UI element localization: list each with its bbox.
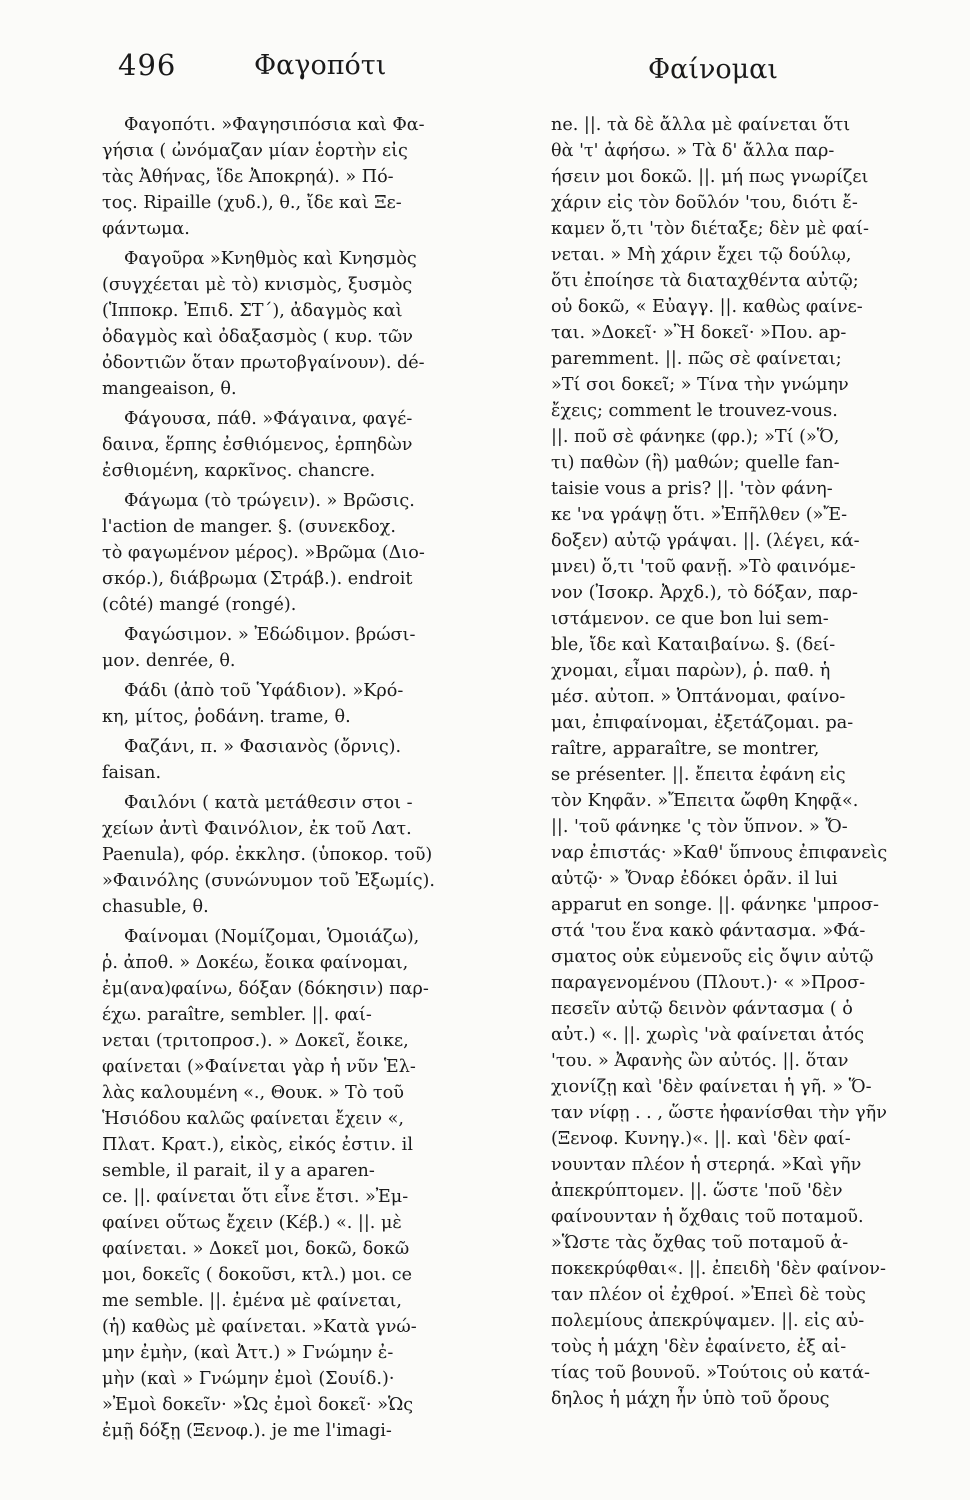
right-column-text-line: »Ὥστε τὰς ὄχθας τοῦ ποταμοῦ ἀ- <box>551 1233 849 1253</box>
right-column-text-line: αὐτ.) «. ||. χωρὶς 'νὰ φαίνεται ἀτός <box>551 1025 865 1045</box>
right-column-text-line: ήσειν μοι δοκῶ. ||. μή πως γνωρίζει <box>551 167 869 187</box>
right-column-text-line: taisie vous a pris? ||. 'τὸν φάνη- <box>551 479 833 499</box>
left-column-text-line: μον. denrée, θ. <box>102 651 236 671</box>
right-column-text-line: τὸν Κηφᾶν. »Ἔπειτα ὤφθη Κηφᾷ«. <box>551 791 859 811</box>
right-column-text-line: raître, apparaître, se montrer, <box>551 739 820 759</box>
left-column-text-line: τὸ φαγωμένον μέρος). »Βρῶμα (Διο- <box>102 543 425 563</box>
right-column-text-line: ται. »Δοκεῖ· »Ἢ δοκεῖ· »Που. ap- <box>551 323 847 343</box>
left-column-text-line: Φαγοπότι. »Φαγησιπόσια καὶ Φα- <box>124 115 425 135</box>
left-column-text-line: ἐσθιομένη, καρκῖνος. chancre. <box>102 461 376 481</box>
left-column-text-line: Φαγώσιμον. » Ἐδώδιμον. βρώσι- <box>124 625 416 645</box>
right-column-text-line: δηλος ἡ μάχη ἦν ὑπὸ τοῦ ὄρους <box>551 1389 830 1409</box>
left-column-text-line: μὴν (καὶ » Γνώμην ἐμοὶ (Σουίδ.)· <box>102 1369 395 1389</box>
page-number: 496 <box>118 48 177 82</box>
left-column-text-line: Πλατ. Κρατ.), εἰκὸς, εἰκός ἐστιν. il <box>102 1135 413 1155</box>
left-column-text-line: chasuble, θ. <box>102 897 209 917</box>
left-column-text-line: λὰς καλουμένη «., Θουκ. » Τὸ τοῦ <box>102 1083 404 1103</box>
left-column-text-line: (συγχέεται μὲ τὸ) κνισμὸς, ξυσμὸς <box>102 275 413 295</box>
right-column-text-line: καμεν ὅ,τι 'τὸν διέταξε; δὲν μὲ φαί- <box>551 219 869 239</box>
right-column-text-line: πεσεῖν αὐτῷ δεινὸν φάντασμα ( ὁ <box>551 999 853 1019</box>
left-column-text-line: Φάγουσα, πάθ. »Φάγαινα, φαγέ- <box>124 409 413 429</box>
right-column-text-line: ποκεκρύφθαι«. ||. ἐπειδὴ 'δὲν φαίνον- <box>551 1259 886 1279</box>
left-column-text-line: faisan. <box>102 763 162 783</box>
right-column-text-line: χάριν εἰς τὸν δοῦλόν 'του, διότι ἔ- <box>551 193 858 213</box>
right-column-text-line: ne. ||. τὰ δὲ ἄλλα μὲ φαίνεται ὅτι <box>551 115 851 135</box>
left-column-text-line: σκόρ.), διάβρωμα (Στράβ.). endroit <box>102 569 413 589</box>
left-column-text-line: semble, il parait, il y a aparen- <box>102 1161 375 1181</box>
left-column-text-line: φαίνεται (»Φαίνεται γὰρ ἡ νῦν Ἑλ- <box>102 1057 416 1077</box>
left-column-text-line: φαίνεται. » Δοκεῖ μοι, δοκῶ, δοκῶ <box>102 1239 410 1259</box>
right-column-text-line: παραγενομένου (Πλουτ.)· « »Προσ- <box>551 973 866 993</box>
right-column-text-line: μέσ. αὐτοπ. » Ὀπτάνομαι, φαίνο- <box>551 687 846 707</box>
left-column-text-line: »Ἐμοὶ δοκεῖν· »Ὡς ἐμοὶ δοκεῖ· »Ὡς <box>102 1395 414 1415</box>
right-column-text-line: apparut en songe. ||. φάνηκε 'μπροσ- <box>551 895 879 915</box>
left-column-text-line: γήσια ( ὠνόμαζαν μίαν ἑορτὴν εἰς <box>102 141 408 161</box>
right-column-text-line: κε 'να γράψῃ ὅτι. »Ἐπῆλθεν (»Ἔ- <box>551 505 848 525</box>
right-column-text-line: μνει) ὅ,τι 'τοῦ φανῇ. »Τὸ φαινόμε- <box>551 557 856 577</box>
right-column-text-line: τοὺς ἡ μάχη 'δὲν ἐφαίνετο, ἐξ αἰ- <box>551 1337 847 1357</box>
right-column-text-line: χιονίζῃ καὶ 'δὲν φαίνεται ἡ γῆ. » Ὅ- <box>551 1077 872 1097</box>
page-header <box>0 48 970 98</box>
left-column-text-line: νεται (τριτοπροσ.). » Δοκεῖ, ἔοικε, <box>102 1031 409 1051</box>
right-column-text-line: ἔχεις; comment le trouvez-vous. <box>551 401 838 421</box>
left-column-text-line: me semble. ||. ἐμένα μὲ φαίνεται, <box>102 1291 402 1311</box>
right-column-text-line: ὅτι ἐποίησε τὰ διαταχθέντα αὐτῷ; <box>551 271 859 291</box>
left-column-text-line: Φαζάνι, π. » Φασιανὸς (ὄρνις). <box>124 737 402 757</box>
left-column-text-line: φάντωμα. <box>102 219 190 239</box>
left-column-text-line: Φάδι (ἀπὸ τοῦ Ὑφάδιον). »Κρό- <box>124 681 404 701</box>
right-column-text-line: ἀπεκρύπτομεν. ||. ὥστε 'ποῦ 'δὲν <box>551 1181 843 1201</box>
left-column-text-line: δαινα, ἕρπης ἐσθιόμενος, ἑρπηδὼν <box>102 435 413 455</box>
right-column-text-line: ταν νίφῃ . . , ὥστε ἠφανίσθαι τὴν γῆν <box>551 1103 887 1123</box>
right-column-text-line: τίας τοῦ βουνοῦ. »Τούτοις οὐ κατά- <box>551 1363 870 1383</box>
left-column-text-line: μοι, δοκεῖς ( δοκοῦσι, κτλ.) μοι. ce <box>102 1265 413 1285</box>
left-column-text-line: Φάγωμα (τὸ τρώγειν). » Βρῶσις. <box>124 491 415 511</box>
right-column-text-line: (Ξενοφ. Κυνηγ.)«. ||. καὶ 'δὲν φαί- <box>551 1129 851 1149</box>
right-column-text-line: ταν πλέον οἱ ἐχθροί. »Ἐπεὶ δὲ τοὺς <box>551 1285 866 1305</box>
left-column-text-line: ὀδοντιῶν ὅταν πρωτοβγαίνουν). dé- <box>102 353 425 373</box>
left-column-text-line: ce. ||. φαίνεται ὅτι εἶνε ἔτσι. »Ἐμ- <box>102 1187 409 1207</box>
left-column-text-line: ῥ. ἀποθ. » Δοκέω, ἔοικα φαίνομαι, <box>102 953 409 973</box>
right-column-text-line: μαι, ἐπιφαίνομαι, ἐξετάζομαι. pa- <box>551 713 854 733</box>
left-column-text-line: χείων ἀντὶ Φαινόλιον, ἐκ τοῦ Λατ. <box>102 819 412 839</box>
left-column-text-line: μην ἐμὴν, (καὶ Ἀττ.) » Γνώμην ἐ- <box>102 1343 394 1363</box>
right-column-text-line: οὐ δοκῶ, « Εὐαγγ. ||. καθὼς φαίνε- <box>551 297 863 317</box>
right-column-text-line: νουνταν πλέον ἡ στερηά. »Καὶ γῆν <box>551 1155 862 1175</box>
right-column-text-line: paremment. ||. πῶς σὲ φαίνεται; <box>551 349 842 369</box>
right-column-text-line: »Τί σοι δοκεῖ; » Τίνα τὴν γνώμην <box>551 375 849 395</box>
right-running-head: Φαίνομαι <box>648 54 778 85</box>
left-running-head: Φαγοπότι <box>254 50 387 81</box>
right-column-text-line: φαίνουνταν ἡ ὄχθαις τοῦ ποταμοῦ. <box>551 1207 864 1227</box>
right-column-text-line: αὐτῷ· » Ὄναρ ἐδόκει ὁρᾶν. il lui <box>551 869 838 889</box>
left-column-text-line: ὀδαγμὸς καὶ ὀδαξασμὸς ( κυρ. τῶν <box>102 327 413 347</box>
right-column-text-line: θὰ 'τ' ἀφήσω. » Τὰ δ' ἄλλα παρ- <box>551 141 835 161</box>
left-column-text-line: Φαίνομαι (Νομίζομαι, Ὁμοιάζω), <box>124 927 420 947</box>
left-column-text-line: Paenula), φόρ. ἐκκλησ. (ὑποκορ. τοῦ) <box>102 845 433 865</box>
left-column-text-line: mangeaison, θ. <box>102 379 237 399</box>
left-column-text-line: Ἡσιόδου καλῶς φαίνεται ἔχειν «, <box>102 1109 405 1129</box>
left-column-text-line: Φαιλόνι ( κατὰ μετάθεσιν στοι - <box>124 793 413 813</box>
right-column-text-line: ble, ἴδε καὶ Καταιβαίνω. §. (δεί- <box>551 635 836 655</box>
right-column-text-line: ||. 'τοῦ φάνηκε 'ς τὸν ὕπνον. » Ὄ- <box>551 817 848 837</box>
right-column-text-line: δοξεν) αὐτῷ γράψαι. ||. (λέγει, κά- <box>551 531 860 551</box>
right-column-text-line: ναρ ἐπιστάς· »Καθ' ὕπνους ἐπιφανεὶς <box>551 843 888 863</box>
left-column-text-line: έχω. paraître, sembler. ||. φαί- <box>102 1005 372 1025</box>
left-column-text-line: φαίνει οὕτως ἔχειν (Κέβ.) «. ||. μὲ <box>102 1213 402 1233</box>
right-column-text-line: πολεμίους ἀπεκρύψαμεν. ||. εἰς αὐ- <box>551 1311 865 1331</box>
right-column-text-line: ιστάμενον. ce que bon lui sem- <box>551 609 829 629</box>
right-column-text-line: 'του. » Ἀφανὴς ὢν αὐτός. ||. ὅταν <box>551 1051 849 1071</box>
left-column-text-line: ἐμῇ δόξῃ (Ξενοφ.). je me l'imagi- <box>102 1421 392 1441</box>
left-column-text-line: κη, μίτος, ῥοδάνη. trame, θ. <box>102 707 351 727</box>
right-column-text-line: ||. ποῦ σὲ φάνηκε (φρ.); »Τί (»Ὅ, <box>551 427 840 447</box>
left-column-text-line: τος. Ripaille (χυδ.), θ., ἴδε καὶ Ξε- <box>102 193 402 213</box>
left-column-text-line: (Ἱπποκρ. Ἐπιδ. ΣΤ΄), ἀδαγμὸς καὶ <box>102 301 403 321</box>
right-column-text-line: τι) παθὼν (ἢ) μαθών; quelle fan- <box>551 453 840 473</box>
left-text-column <box>102 112 490 1444</box>
right-column-text-line: σματος οὐκ εὐμενοῦς εἰς ὄψιν αὐτῷ <box>551 947 874 967</box>
left-column-text-line: l'action de manger. §. (συνεκδοχ. <box>102 517 396 537</box>
left-column-text-line: ἐμ(ανα)φαίνω, δόξαν (δόκησιν) παρ- <box>102 979 429 999</box>
left-column-text-line: Φαγοῦρα »Κνηθμὸς καὶ Κνησμὸς <box>124 249 417 269</box>
left-column-text-line: τὰς Ἀθήνας, ἴδε Ἀποκρηά). » Πό- <box>102 167 394 187</box>
right-text-column <box>551 112 937 1412</box>
right-column-text-line: νον (Ἰσοκρ. Ἀρχδ.), τὸ δόξαν, παρ- <box>551 583 858 603</box>
right-column-text-line: se présenter. ||. ἔπειτα ἐφάνη εἰς <box>551 765 846 785</box>
right-column-text-line: νεται. » Μὴ χάριν ἔχει τῷ δούλῳ, <box>551 245 852 265</box>
left-column-text-line: (côté) mangé (rongé). <box>102 595 297 615</box>
right-column-text-line: χνομαι, εἶμαι παρὼν), ῥ. παθ. ἡ <box>551 661 831 681</box>
left-column-text-line: (ἡ) καθὼς μὲ φαίνεται. »Κατὰ γνώ- <box>102 1317 417 1337</box>
left-column-text-line: »Φαινόλης (συνώνυμον τοῦ Ἐξωμίς). <box>102 871 436 891</box>
right-column-text-line: στά 'του ἕνα κακὸ φάντασμα. »Φά- <box>551 921 866 941</box>
